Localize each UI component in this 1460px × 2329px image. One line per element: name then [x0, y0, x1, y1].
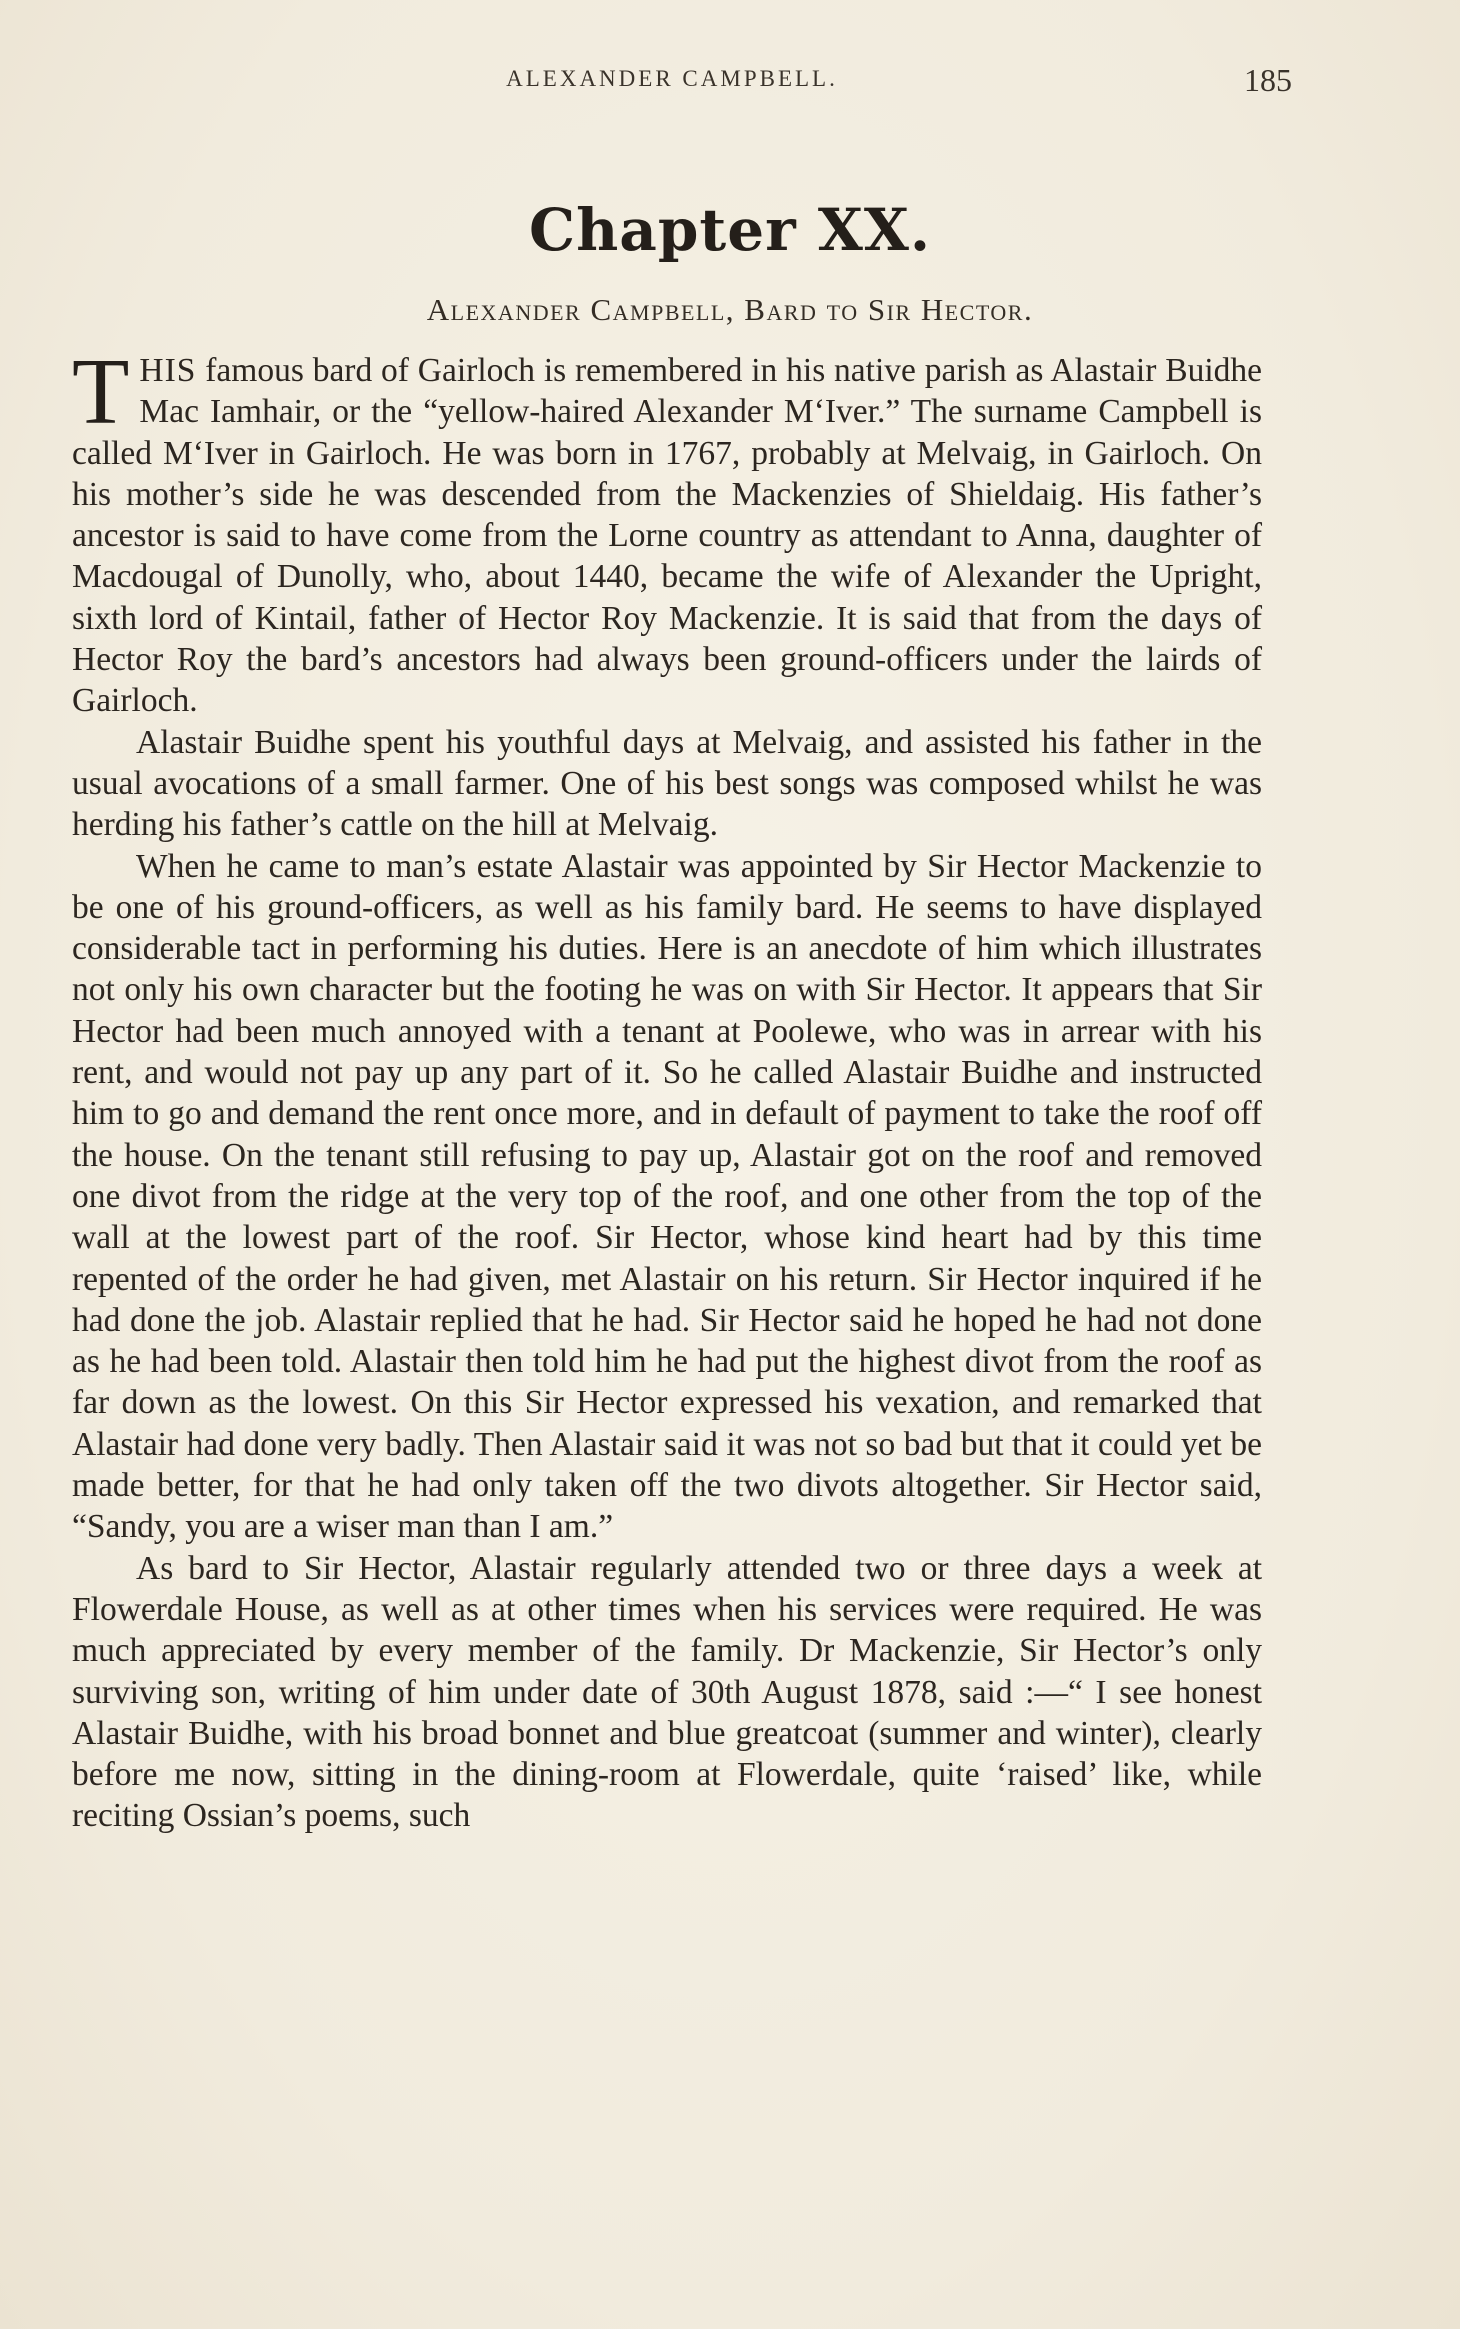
paragraph-2: Alastair Buidhe spent his youthful days at Melvaig, and assisted his father in the usual avocations of a small farmer. One of his best songs was composed whilst he was herding his father’s cattle on the hill at Melvaig. [72, 723, 1262, 844]
lead-word: HIS [139, 352, 197, 389]
paragraph-1 [72, 340, 1262, 722]
chapter-title: Chapter XX. [528, 196, 932, 264]
body-text [72, 340, 1262, 1837]
paragraph-1-text: famous bard of Gairloch is remembered in his native parish as Alastair Buidhe Mac Iamhair, or the “yellow-haired Alexander M‘Iver.” The surname Campbell is called M‘Iver in Gairloch. He was born in 1767, probably at Melvaig, in Gairloch. On his mother’s side he was descended from the Mackenzies of Shieldaig. His father’s ancestor is said to have come from the Lorne country as attendant to Anna, daughter of Macdougal of Dunolly, who, about 1440, became the wife of Alexander the Upright, sixth lord of Kintail, father of Hector Roy Mackenzie. It is said that from the days of Hector Roy the bard’s ancestors had always been ground-officers under the lairds of Gairloch. [72, 352, 1262, 720]
paragraph-3: When he came to man’s estate Alastair was appointed by Sir Hector Mackenzie to be one of his ground-officers, as well as his family bard. He seems to have displayed considerable tact in performing his duties. Here is an anecdote of him which illustrates not only his own character but the footing he was on with Sir Hector. It appears that Sir Hector had been much annoyed with a tenant at Poolewe, who was in arrear with his rent, and would not pay up any part of it. So he called Alastair Buidhe and instructed him to go and demand the rent once more, and in default of payment to take the roof off the house. On the tenant still refusing to pay up, Alastair got on the roof and removed one divot from the ridge at the very top of the roof, and one other from the top of the wall at the lowest part of the roof. Sir Hector, whose kind heart had by this time repented of the order he had given, met Alastair on his return. Sir Hector inquired if he had done the job. Alastair replied that he had. Sir Hector said he hoped he had not done as he had been told. Alastair then told him he had put the highest divot from the roof as far down as the lowest. On this Sir Hector expressed his vexation, and remarked that Alastair had done very badly. Then Alastair said it was not so bad but that it could yet be made better, for that he had only taken off the two divots altogether. Sir Hector said, “Sandy, you are a wiser man than I am.” [72, 847, 1262, 1546]
running-header [72, 62, 1292, 106]
chapter-heading: Alexander Campbell, Bard to Sir Hector. [426, 292, 1034, 327]
running-title: ALEXANDER CAMPBELL. [506, 66, 838, 91]
page-number: 185 [1244, 62, 1292, 98]
paragraph-4: As bard to Sir Hector, Alastair regularly attended two or three days a week at Flowerdale House, as well as at other times when his services were required. He was much appreciated by every member of the family. Dr Mackenzie, Sir Hector’s only surviving son, writing of him under date of 30th August 1878, said :—“ I see honest Alastair Buidhe, with his broad bonnet and blue greatcoat (summer and winter), clearly before me now, sitting in the dining-room at Flowerdale, quite ‘raised’ like, while reciting Ossian’s poems, such [72, 1549, 1262, 1835]
drop-cap: T [72, 340, 130, 444]
